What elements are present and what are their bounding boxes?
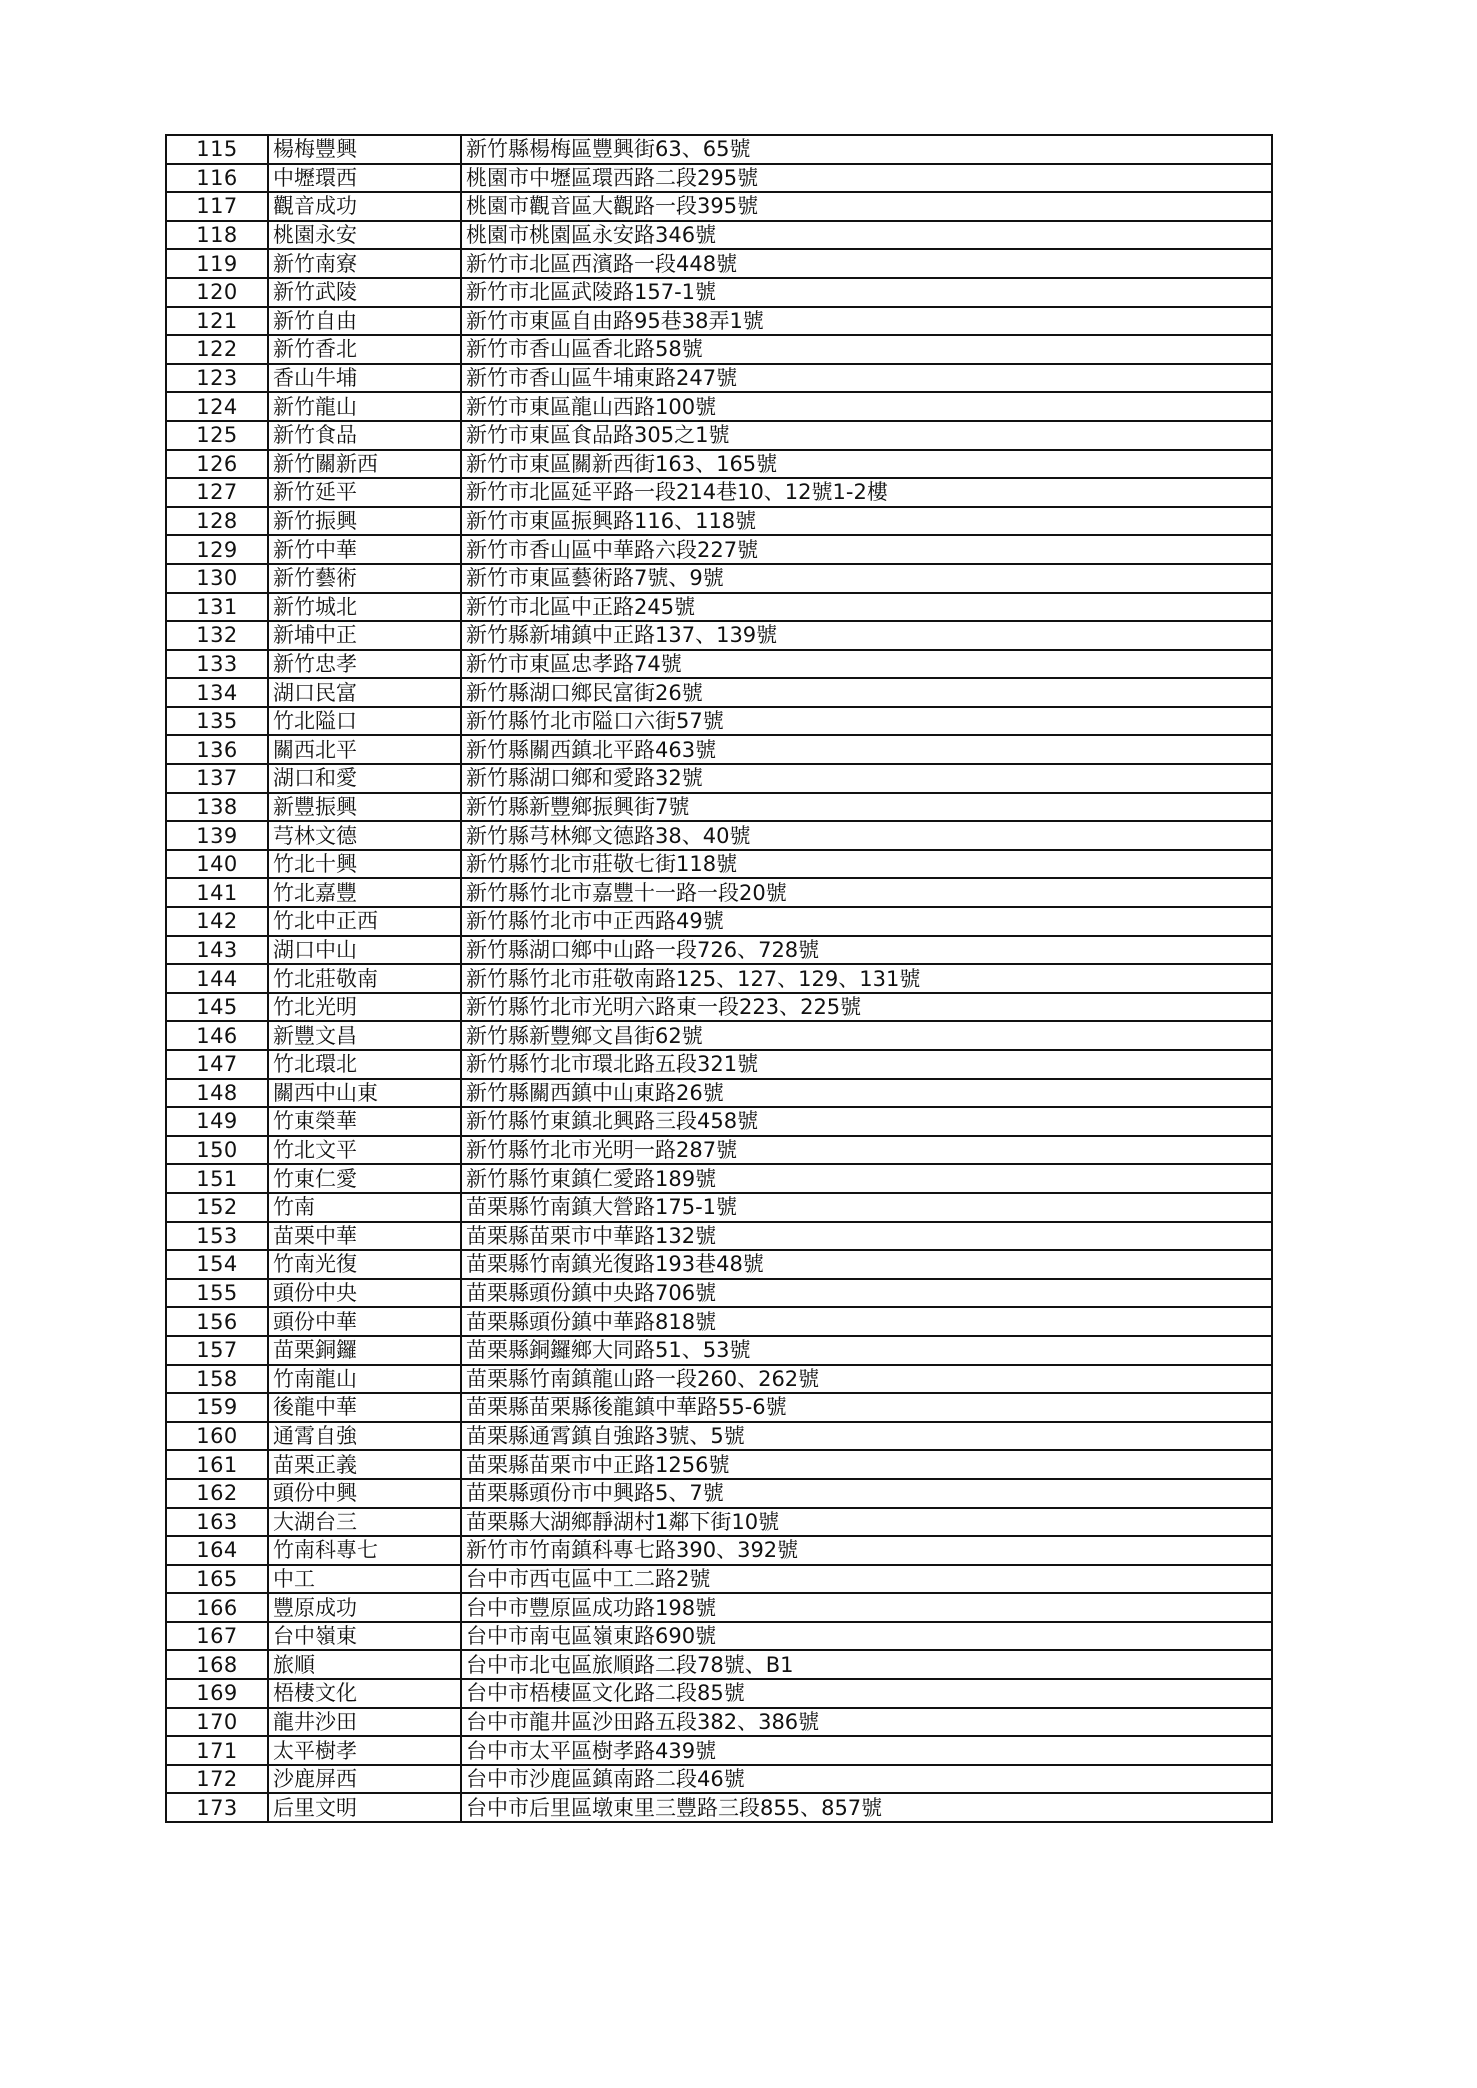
table-row: [166, 364, 1272, 393]
store-name: 新竹香北: [268, 335, 461, 364]
row-number: 122: [166, 335, 268, 364]
store-address: 新竹縣竹東鎮仁愛路189號: [461, 1164, 1272, 1193]
store-address: 新竹縣竹北市光明六路東一段223、225號: [461, 993, 1272, 1022]
store-name: 苗栗正義: [268, 1450, 461, 1479]
table-row: [166, 135, 1272, 164]
row-number: 143: [166, 936, 268, 965]
store-name: 新竹關新西: [268, 450, 461, 479]
row-number: 171: [166, 1736, 268, 1765]
store-name: 頭份中興: [268, 1479, 461, 1508]
row-number: 155: [166, 1279, 268, 1308]
store-name: 豐原成功: [268, 1593, 461, 1622]
table-row: [166, 1679, 1272, 1708]
row-number: 133: [166, 650, 268, 679]
store-address: 新竹市北區延平路一段214巷10、12號1-2樓: [461, 478, 1272, 507]
table-row: [166, 564, 1272, 593]
row-number: 115: [166, 135, 268, 164]
row-number: 157: [166, 1336, 268, 1365]
store-name: 竹東榮華: [268, 1107, 461, 1136]
row-number: 136: [166, 735, 268, 764]
store-address: 台中市南屯區嶺東路690號: [461, 1622, 1272, 1651]
store-name: 桃園永安: [268, 221, 461, 250]
row-number: 131: [166, 593, 268, 622]
table-row: [166, 249, 1272, 278]
store-address: 新竹縣竹北市嘉豐十一路一段20號: [461, 878, 1272, 907]
store-address: 苗栗縣苗栗市中華路132號: [461, 1222, 1272, 1251]
row-number: 173: [166, 1793, 268, 1822]
store-name: 通霄自強: [268, 1422, 461, 1451]
table-row: [166, 993, 1272, 1022]
store-name: 頭份中華: [268, 1307, 461, 1336]
table-row: [166, 850, 1272, 879]
store-name: 中壢環西: [268, 164, 461, 193]
table-row: [166, 1222, 1272, 1251]
store-name: 龍井沙田: [268, 1708, 461, 1737]
row-number: 125: [166, 421, 268, 450]
store-address: 苗栗縣銅鑼鄉大同路51、53號: [461, 1336, 1272, 1365]
table-row: [166, 1479, 1272, 1508]
store-name: 太平樹孝: [268, 1736, 461, 1765]
store-name: 新豐文昌: [268, 1021, 461, 1050]
row-number: 154: [166, 1250, 268, 1279]
store-address: 新竹縣竹北市莊敬七街118號: [461, 850, 1272, 879]
store-address: 新竹市東區自由路95巷38弄1號: [461, 307, 1272, 336]
row-number: 130: [166, 564, 268, 593]
store-address: 新竹市東區藝術路7號、9號: [461, 564, 1272, 593]
row-number: 119: [166, 249, 268, 278]
store-name: 竹南科專七: [268, 1536, 461, 1565]
row-number: 141: [166, 878, 268, 907]
store-address: 新竹縣新豐鄉文昌街62號: [461, 1021, 1272, 1050]
store-address: 台中市沙鹿區鎮南路二段46號: [461, 1765, 1272, 1794]
table-row: [166, 707, 1272, 736]
store-name: 旅順: [268, 1650, 461, 1679]
store-address: 新竹縣新豐鄉振興街7號: [461, 793, 1272, 822]
store-address: 新竹市北區武陵路157-1號: [461, 278, 1272, 307]
row-number: 129: [166, 535, 268, 564]
table-row: [166, 650, 1272, 679]
row-number: 162: [166, 1479, 268, 1508]
table-row: [166, 1250, 1272, 1279]
store-name: 芎林文德: [268, 821, 461, 850]
table-row: [166, 936, 1272, 965]
row-number: 120: [166, 278, 268, 307]
store-address: 台中市梧棲區文化路二段85號: [461, 1679, 1272, 1708]
row-number: 118: [166, 221, 268, 250]
table-row: [166, 1365, 1272, 1394]
store-name: 新竹南寮: [268, 249, 461, 278]
store-name: 楊梅豐興: [268, 135, 461, 164]
store-name: 竹南龍山: [268, 1365, 461, 1394]
store-name: 後龍中華: [268, 1393, 461, 1422]
table-row: [166, 1422, 1272, 1451]
row-number: 148: [166, 1079, 268, 1108]
store-name: 新竹中華: [268, 535, 461, 564]
store-address: 苗栗縣頭份鎮中華路818號: [461, 1307, 1272, 1336]
row-number: 144: [166, 964, 268, 993]
row-number: 153: [166, 1222, 268, 1251]
table-row: [166, 1307, 1272, 1336]
store-address: 新竹市東區振興路116、118號: [461, 507, 1272, 536]
store-name: 竹北十興: [268, 850, 461, 879]
store-address: 台中市豐原區成功路198號: [461, 1593, 1272, 1622]
row-number: 158: [166, 1365, 268, 1394]
store-address: 新竹縣竹北市中正西路49號: [461, 907, 1272, 936]
store-name: 新竹武陵: [268, 278, 461, 307]
row-number: 163: [166, 1508, 268, 1537]
table-row: [166, 1565, 1272, 1594]
table-row: [166, 1107, 1272, 1136]
table-row: [166, 1450, 1272, 1479]
table-row: [166, 1793, 1272, 1822]
table-row: [166, 907, 1272, 936]
store-name: 竹東仁愛: [268, 1164, 461, 1193]
row-number: 137: [166, 764, 268, 793]
row-number: 161: [166, 1450, 268, 1479]
store-address: 苗栗縣苗栗市中正路1256號: [461, 1450, 1272, 1479]
store-address: 新竹縣竹東鎮北興路三段458號: [461, 1107, 1272, 1136]
row-number: 146: [166, 1021, 268, 1050]
store-name: 湖口中山: [268, 936, 461, 965]
store-name: 竹北莊敬南: [268, 964, 461, 993]
store-address: 新竹市東區關新西街163、165號: [461, 450, 1272, 479]
store-address: 新竹市香山區牛埔東路247號: [461, 364, 1272, 393]
store-address: 新竹縣竹北市隘口六街57號: [461, 707, 1272, 736]
row-number: 145: [166, 993, 268, 1022]
store-address: 苗栗縣竹南鎮光復路193巷48號: [461, 1250, 1272, 1279]
row-number: 117: [166, 192, 268, 221]
store-address: 台中市龍井區沙田路五段382、386號: [461, 1708, 1272, 1737]
store-address: 苗栗縣苗栗縣後龍鎮中華路55-6號: [461, 1393, 1272, 1422]
store-address: 新竹市東區龍山西路100號: [461, 392, 1272, 421]
store-name: 新竹振興: [268, 507, 461, 536]
store-address: 新竹縣竹北市光明一路287號: [461, 1136, 1272, 1165]
store-name: 新竹延平: [268, 478, 461, 507]
store-name: 后里文明: [268, 1793, 461, 1822]
table-row: [166, 593, 1272, 622]
table-row: [166, 1622, 1272, 1651]
table-row: [166, 821, 1272, 850]
row-number: 116: [166, 164, 268, 193]
store-address: 新竹縣新埔鎮中正路137、139號: [461, 621, 1272, 650]
store-address: 新竹市北區西濱路一段448號: [461, 249, 1272, 278]
store-address: 新竹市香山區香北路58號: [461, 335, 1272, 364]
row-number: 160: [166, 1422, 268, 1451]
row-number: 147: [166, 1050, 268, 1079]
row-number: 152: [166, 1193, 268, 1222]
row-number: 124: [166, 392, 268, 421]
row-number: 135: [166, 707, 268, 736]
store-name: 關西中山東: [268, 1079, 461, 1108]
store-name: 新埔中正: [268, 621, 461, 650]
row-number: 123: [166, 364, 268, 393]
store-name: 新竹龍山: [268, 392, 461, 421]
table-row: [166, 1164, 1272, 1193]
table-row: [166, 535, 1272, 564]
store-address: 苗栗縣竹南鎮龍山路一段260、262號: [461, 1365, 1272, 1394]
store-address: 苗栗縣通霄鎮自強路3號、5號: [461, 1422, 1272, 1451]
table-row: [166, 964, 1272, 993]
store-address: 台中市后里區墩東里三豐路三段855、857號: [461, 1793, 1272, 1822]
store-name: 沙鹿屏西: [268, 1765, 461, 1794]
table-row: [166, 1736, 1272, 1765]
store-address: 台中市太平區樹孝路439號: [461, 1736, 1272, 1765]
table-row: [166, 1336, 1272, 1365]
table-row: [166, 1021, 1272, 1050]
table-row: [166, 1079, 1272, 1108]
table-row: [166, 507, 1272, 536]
store-name: 觀音成功: [268, 192, 461, 221]
row-number: 164: [166, 1536, 268, 1565]
store-name: 新竹忠孝: [268, 650, 461, 679]
table-row: [166, 1136, 1272, 1165]
table-row: [166, 278, 1272, 307]
table-row: [166, 735, 1272, 764]
store-address: 苗栗縣頭份鎮中央路706號: [461, 1279, 1272, 1308]
table-row: [166, 1508, 1272, 1537]
table-row: [166, 1765, 1272, 1794]
row-number: 167: [166, 1622, 268, 1651]
store-address: 新竹縣芎林鄉文德路38、40號: [461, 821, 1272, 850]
store-name: 新豐振興: [268, 793, 461, 822]
store-name: 竹北光明: [268, 993, 461, 1022]
row-number: 126: [166, 450, 268, 479]
store-address: 新竹市東區忠孝路74號: [461, 650, 1272, 679]
store-address: 苗栗縣頭份市中興路5、7號: [461, 1479, 1272, 1508]
store-address-table: [165, 134, 1273, 1823]
store-name: 竹北隘口: [268, 707, 461, 736]
store-name: 湖口民富: [268, 678, 461, 707]
store-address: 新竹縣湖口鄉民富街26號: [461, 678, 1272, 707]
store-address: 桃園市觀音區大觀路一段395號: [461, 192, 1272, 221]
row-number: 128: [166, 507, 268, 536]
table-row: [166, 1536, 1272, 1565]
store-address: 新竹市北區中正路245號: [461, 593, 1272, 622]
store-name: 竹北嘉豐: [268, 878, 461, 907]
row-number: 132: [166, 621, 268, 650]
store-name: 關西北平: [268, 735, 461, 764]
store-name: 竹北環北: [268, 1050, 461, 1079]
store-address: 新竹縣湖口鄉中山路一段726、728號: [461, 936, 1272, 965]
row-number: 159: [166, 1393, 268, 1422]
row-number: 127: [166, 478, 268, 507]
store-name: 梧棲文化: [268, 1679, 461, 1708]
store-name: 頭份中央: [268, 1279, 461, 1308]
table-row: [166, 1050, 1272, 1079]
table-row: [166, 678, 1272, 707]
store-name: 台中嶺東: [268, 1622, 461, 1651]
row-number: 149: [166, 1107, 268, 1136]
store-name: 新竹食品: [268, 421, 461, 450]
store-address: 新竹縣楊梅區豐興街63、65號: [461, 135, 1272, 164]
table-row: [166, 1193, 1272, 1222]
store-address: 台中市西屯區中工二路2號: [461, 1565, 1272, 1594]
row-number: 151: [166, 1164, 268, 1193]
row-number: 170: [166, 1708, 268, 1737]
store-address: 桃園市中壢區環西路二段295號: [461, 164, 1272, 193]
store-address: 新竹縣湖口鄉和愛路32號: [461, 764, 1272, 793]
store-name: 苗栗銅鑼: [268, 1336, 461, 1365]
table-row: [166, 621, 1272, 650]
table-row: [166, 392, 1272, 421]
table-row: [166, 878, 1272, 907]
store-name: 新竹藝術: [268, 564, 461, 593]
row-number: 140: [166, 850, 268, 879]
store-address: 新竹縣竹北市環北路五段321號: [461, 1050, 1272, 1079]
store-name: 新竹自由: [268, 307, 461, 336]
store-address: 新竹縣竹北市莊敬南路125、127、129、131號: [461, 964, 1272, 993]
store-address: 苗栗縣大湖鄉靜湖村1鄰下街10號: [461, 1508, 1272, 1537]
table-row: [166, 1650, 1272, 1679]
store-address: 新竹市東區食品路305之1號: [461, 421, 1272, 450]
store-address: 新竹縣關西鎮北平路463號: [461, 735, 1272, 764]
table-row: [166, 793, 1272, 822]
table-row: [166, 1593, 1272, 1622]
table-row: [166, 421, 1272, 450]
store-name: 竹北文平: [268, 1136, 461, 1165]
row-number: 165: [166, 1565, 268, 1594]
table-row: [166, 307, 1272, 336]
table-row: [166, 478, 1272, 507]
table-row: [166, 335, 1272, 364]
table-row: [166, 164, 1272, 193]
store-name: 苗栗中華: [268, 1222, 461, 1251]
store-name: 中工: [268, 1565, 461, 1594]
table-row: [166, 1279, 1272, 1308]
store-name: 新竹城北: [268, 593, 461, 622]
row-number: 121: [166, 307, 268, 336]
row-number: 138: [166, 793, 268, 822]
row-number: 166: [166, 1593, 268, 1622]
table-row: [166, 221, 1272, 250]
store-address: 苗栗縣竹南鎮大營路175-1號: [461, 1193, 1272, 1222]
row-number: 172: [166, 1765, 268, 1794]
table-row: [166, 764, 1272, 793]
table-row: [166, 1708, 1272, 1737]
store-address: 新竹縣關西鎮中山東路26號: [461, 1079, 1272, 1108]
row-number: 150: [166, 1136, 268, 1165]
store-name: 竹北中正西: [268, 907, 461, 936]
store-name: 湖口和愛: [268, 764, 461, 793]
store-name: 香山牛埔: [268, 364, 461, 393]
row-number: 139: [166, 821, 268, 850]
table-body: [166, 135, 1272, 1822]
table-row: [166, 192, 1272, 221]
store-name: 竹南光復: [268, 1250, 461, 1279]
store-name: 大湖台三: [268, 1508, 461, 1537]
row-number: 156: [166, 1307, 268, 1336]
row-number: 142: [166, 907, 268, 936]
store-address: 台中市北屯區旅順路二段78號、B1: [461, 1650, 1272, 1679]
table-row: [166, 1393, 1272, 1422]
row-number: 134: [166, 678, 268, 707]
row-number: 168: [166, 1650, 268, 1679]
table-row: [166, 450, 1272, 479]
store-name: 竹南: [268, 1193, 461, 1222]
store-address: 新竹市竹南鎮科專七路390、392號: [461, 1536, 1272, 1565]
store-address: 桃園市桃園區永安路346號: [461, 221, 1272, 250]
store-address: 新竹市香山區中華路六段227號: [461, 535, 1272, 564]
row-number: 169: [166, 1679, 268, 1708]
